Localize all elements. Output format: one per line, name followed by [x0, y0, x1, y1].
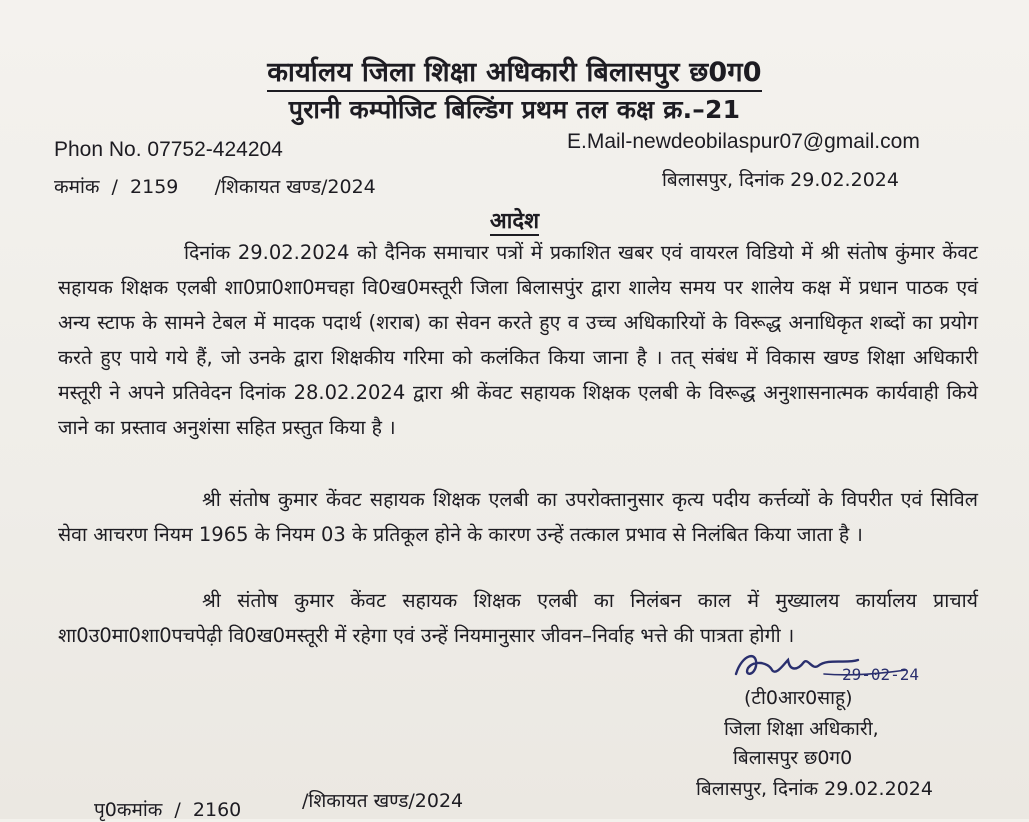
- body-paragraph-2: श्री संतोष कुमार केंवट सहायक शिक्षक एलबी का उपरोक्तानुसार कृत्य पदीय कर्त्तव्यों के विपरीत एवं सिविल सेवा आचरण नियम 1965 के नियम 03 के प्रतिकूल होने के कारण उन्हें तत्काल प्रभाव से निलंबित किया जाता है ।: [58, 488, 978, 546]
- signatory-place: बिलासपुर छ0ग0: [733, 747, 853, 769]
- reference-number: कमांक / 2159 /शिकायत खण्ड/2024: [54, 176, 376, 198]
- body-paragraph-3: श्री संतोष कुमार केंवट सहायक शिक्षक एलबी का निलंबन काल में मुख्यालय कार्यालय प्राचार्य शा0उ0मा0शा0पचपेढ़ी वि0ख0मस्तूरी में रहेगा एवं उन्हें नियमानुसार जीवन–निर्वाह भत्ते की पात्रता होगी ।: [58, 589, 978, 647]
- signatory-designation: जिला शिक्षा अधिकारी,: [724, 718, 879, 740]
- reference-place-date: बिलासपुर, दिनांक 29.02.2024: [662, 169, 899, 191]
- phone-number: Phon No. 07752-424204: [54, 138, 283, 161]
- signature-place-date: बिलासपुर, दिनांक 29.02.2024: [696, 778, 933, 800]
- endorsement-section: /शिकायत खण्ड/2024: [302, 790, 464, 812]
- office-address: पुरानी कम्पोजिट बिल्डिंग प्रथम तल कक्ष क्र.–21: [288, 95, 741, 124]
- signature-date: 29-02-24: [842, 665, 920, 684]
- office-title: कार्यालय जिला शिक्षा अधिकारी बिलासपुर छ0ग0: [0, 52, 1029, 89]
- order-title: आदेश: [489, 209, 540, 234]
- signatory-name: (टी0आर0साहू): [744, 687, 853, 709]
- body-paragraph-1: दिनांक 29.02.2024 को दैनिक समाचार पत्रों में प्रकाशित खबर एवं वायरल विडियो में श्री संतोष कुंमार केंवट सहायक शिक्षक एलबी शा0प्रा0शा0मचहा वि0ख0मस्तूरी जिला बिलासपुंर द्वारा शालेय समय पर शालेय कक्ष में प्रधान पाठक एवं अन्य स्टाफ के सामने टेबल में मादक पदार्थ (शराब) का सेवन करते हुए व उच्च अधिकारियों के विरूद्ध अनाधिकृत शब्दों का प्रयोग करते हुए पाये गये हैं, जो उनके द्वारा शिक्षकीय गरिमा को कलंकित किया जाना है । तत् संबंध में विकास खण्ड शिक्षा अधिकारी मस्तूरी ने अपने प्रतिवेदन दिनांक 28.02.2024 द्वारा श्री केंवट सहायक शिक्षक एलबी के विरूद्ध अनुशासनात्मक कार्यवाही किये जाने का प्रस्ताव अनुशंसा सहित प्रस्तुत किया है ।: [58, 241, 978, 439]
- endorsement-number: पृ0कमांक / 2160: [94, 799, 242, 821]
- email-address: E.Mail-newdeobilaspur07@gmail.com: [567, 130, 920, 153]
